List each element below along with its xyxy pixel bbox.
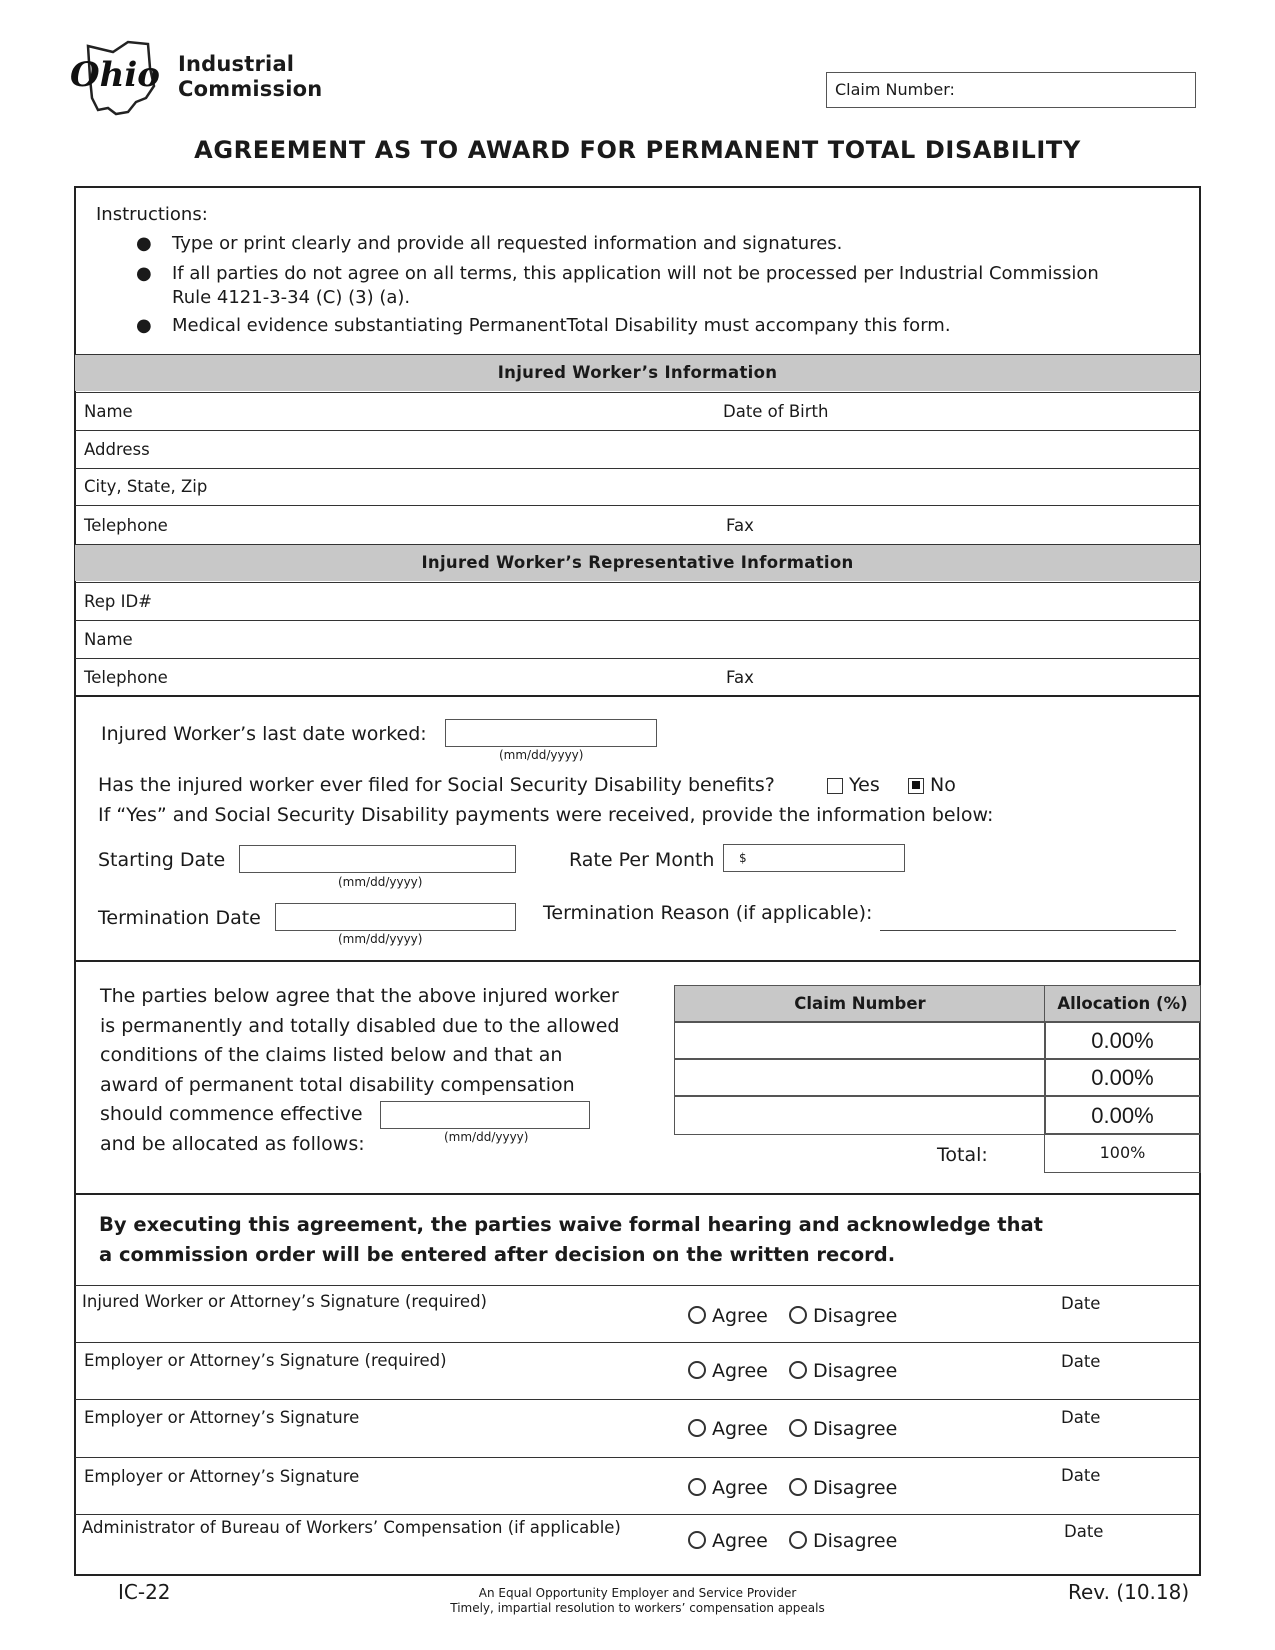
waiver-statement: By executing this agreement, the parties waive formal hearing and acknowledge that a commission order will be entered after decision on the written record.: [99, 1213, 1043, 1266]
footer-tagline: An Equal Opportunity Employer and Service Provider Timely, impartial resolution to workers’ compensation appeals: [450, 1586, 825, 1615]
disagree-radio[interactable]: Disagree: [789, 1477, 897, 1499]
agree-radio[interactable]: Agree: [688, 1477, 768, 1499]
claim-number-cell[interactable]: [674, 1021, 1046, 1060]
date-label: Date: [1061, 1352, 1101, 1371]
agency-line-2: Commission: [178, 77, 323, 101]
ssd-yes-option[interactable]: [827, 774, 880, 796]
agency-line-1: Industrial: [178, 52, 295, 76]
total-label: Total:: [937, 1144, 988, 1166]
rep-id-field[interactable]: Rep ID#: [84, 592, 152, 611]
form-code: IC-22: [118, 1580, 171, 1604]
agree-radio[interactable]: Agree: [688, 1305, 768, 1327]
ssd-followup: If “Yes” and Social Security Disability payments were received, provide the information below:: [98, 804, 994, 826]
claim-number-label: Claim Number:: [835, 80, 955, 99]
worker-fax-field[interactable]: Fax: [726, 516, 754, 535]
agree-radio[interactable]: Agree: [688, 1360, 768, 1382]
rate-per-month-input[interactable]: [723, 844, 905, 872]
signature-label: Employer or Attorney’s Signature (required): [84, 1351, 447, 1370]
yes-checkbox[interactable]: [827, 778, 843, 794]
signature-label: Employer or Attorney’s Signature: [84, 1467, 360, 1486]
radio-icon[interactable]: [789, 1361, 807, 1379]
radio-icon[interactable]: [789, 1531, 807, 1549]
radio-icon[interactable]: [688, 1531, 706, 1549]
ohio-state-outline-icon: [68, 38, 163, 116]
date-label: Date: [1061, 1466, 1101, 1485]
bullet-icon: ●: [136, 233, 152, 254]
instruction-item: ● If all parties do not agree on all terms, this application will not be processed per Industrial Commission: [136, 263, 1099, 284]
rate-per-month-label: Rate Per Month: [569, 849, 715, 871]
bullet-icon: ●: [136, 315, 152, 336]
allocation-cell[interactable]: 0.00%: [1044, 1095, 1201, 1135]
claim-number-header: Claim Number: [674, 985, 1046, 1023]
disagree-radio[interactable]: Disagree: [789, 1418, 897, 1440]
radio-icon[interactable]: [688, 1361, 706, 1379]
effective-date-input[interactable]: [380, 1101, 590, 1129]
instruction-item: ● Medical evidence substantiating PermanentTotal Disability must accompany this form.: [136, 315, 951, 336]
agree-radio[interactable]: Agree: [688, 1530, 768, 1552]
instructions-title: Instructions:: [96, 204, 208, 225]
allocation-cell[interactable]: 0.00%: [1044, 1021, 1201, 1060]
form-title: AGREEMENT AS TO AWARD FOR PERMANENT TOTAL DISABILITY: [194, 136, 1081, 164]
ssd-no-option[interactable]: [908, 774, 956, 796]
allocation-header: Allocation (%): [1044, 985, 1201, 1023]
signature-label: Injured Worker or Attorney’s Signature (required): [82, 1292, 487, 1311]
radio-icon[interactable]: [789, 1478, 807, 1496]
allocation-cell[interactable]: 0.00%: [1044, 1058, 1201, 1097]
claim-number-cell[interactable]: [674, 1095, 1046, 1135]
worker-dob-field[interactable]: Date of Birth: [723, 402, 829, 421]
agree-radio[interactable]: Agree: [688, 1418, 768, 1440]
rep-info-heading: Injured Worker’s Representative Information: [75, 545, 1200, 581]
rep-telephone-field[interactable]: Telephone: [84, 668, 168, 687]
no-label: No: [930, 774, 956, 796]
termination-date-label: Termination Date: [98, 907, 261, 929]
agency-name: [178, 52, 322, 102]
radio-icon[interactable]: [789, 1306, 807, 1324]
worker-city-field[interactable]: City, State, Zip: [84, 477, 208, 496]
signature-label: Administrator of Bureau of Workers’ Compensation (if applicable): [82, 1518, 621, 1537]
disagree-radio[interactable]: Disagree: [789, 1530, 897, 1552]
bullet-icon: ●: [136, 263, 152, 284]
termination-reason-input[interactable]: [880, 930, 1176, 931]
disagree-radio[interactable]: Disagree: [789, 1360, 897, 1382]
instruction-item-continued: Rule 4121-3-34 (C) (3) (a).: [172, 287, 411, 308]
total-value: 100%: [1044, 1133, 1201, 1173]
radio-icon[interactable]: [688, 1419, 706, 1437]
starting-date-label: Starting Date: [98, 849, 226, 871]
worker-name-field[interactable]: Name: [84, 402, 133, 421]
rep-name-field[interactable]: Name: [84, 630, 133, 649]
date-format-hint: (mm/dd/yyyy): [338, 875, 423, 889]
termination-date-input[interactable]: [275, 903, 516, 931]
rep-fax-field[interactable]: Fax: [726, 668, 754, 687]
disagree-radio[interactable]: Disagree: [789, 1305, 897, 1327]
worker-telephone-field[interactable]: Telephone: [84, 516, 168, 535]
date-format-hint: (mm/dd/yyyy): [444, 1130, 529, 1144]
ssd-question: Has the injured worker ever filed for Social Security Disability benefits?: [98, 774, 775, 796]
ohio-logo: [68, 38, 163, 116]
worker-info-heading: Injured Worker’s Information: [75, 355, 1200, 391]
radio-icon[interactable]: [688, 1306, 706, 1324]
last-date-worked-input[interactable]: [445, 719, 657, 747]
termination-reason-label: Termination Reason (if applicable):: [543, 902, 873, 924]
logo-wordmark: Ohio: [70, 55, 160, 95]
radio-icon[interactable]: [688, 1478, 706, 1496]
starting-date-input[interactable]: [239, 845, 516, 873]
no-checkbox[interactable]: [908, 778, 924, 794]
claim-number-field[interactable]: [826, 72, 1196, 108]
revision-label: Rev. (10.18): [1068, 1580, 1190, 1604]
worker-address-field[interactable]: Address: [84, 440, 150, 459]
yes-label: Yes: [849, 774, 880, 796]
date-label: Date: [1061, 1408, 1101, 1427]
date-format-hint: (mm/dd/yyyy): [499, 748, 584, 762]
dollar-prefix: $: [739, 851, 747, 865]
radio-icon[interactable]: [789, 1419, 807, 1437]
signature-label: Employer or Attorney’s Signature: [84, 1408, 360, 1427]
agreement-text: The parties below agree that the above injured worker is permanently and totally disabled due to the allowed conditions of the claims listed below and that an award of permanent total disability compensation should commence effective and be allocated as follows:: [100, 985, 620, 1155]
date-label: Date: [1064, 1522, 1104, 1541]
last-date-worked-label: Injured Worker’s last date worked:: [101, 723, 427, 745]
date-label: Date: [1061, 1294, 1101, 1313]
claim-number-cell[interactable]: [674, 1058, 1046, 1097]
instruction-item: ● Type or print clearly and provide all requested information and signatures.: [136, 233, 843, 254]
date-format-hint: (mm/dd/yyyy): [338, 932, 423, 946]
